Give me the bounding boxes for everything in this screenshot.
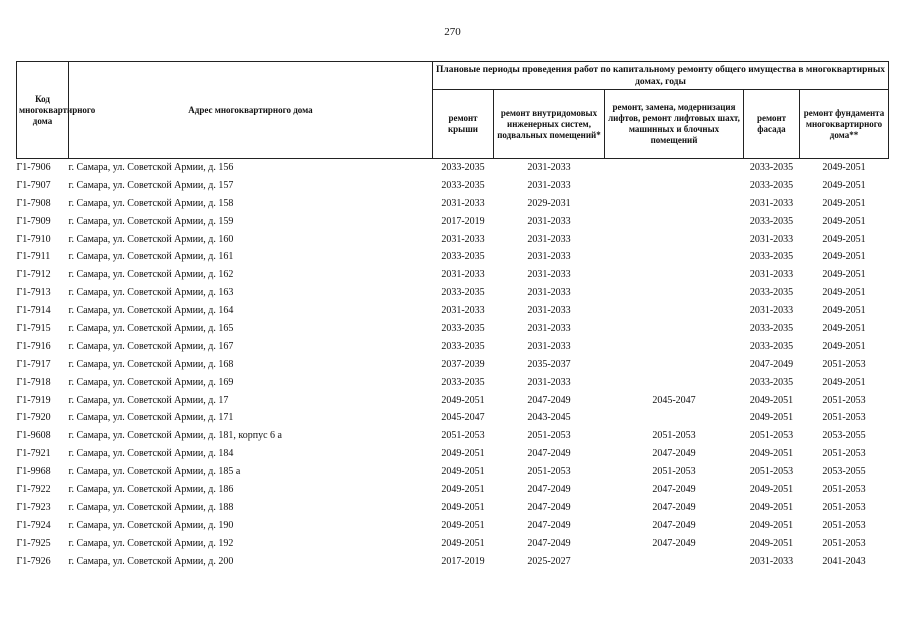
cell-systems-period: 2031-2033 [527, 340, 571, 352]
cell-foundation-period: 2049-2051 [822, 376, 866, 388]
table-row [17, 266, 889, 284]
cell-roof-period: 2033-2035 [441, 340, 485, 352]
table-row [17, 302, 889, 320]
header-lifts: ремонт, замена, модернизация лифтов, ремонт лифтовых шахт, машинных и блочных помещений [605, 90, 744, 159]
cell-foundation-period: 2051-2053 [822, 448, 866, 460]
cell-facade-period: 2049-2051 [749, 448, 794, 460]
cell-roof-period: 2033-2035 [441, 322, 485, 334]
cell-facade-period: 2049-2051 [749, 394, 794, 406]
table-row [17, 195, 889, 213]
cell-code: Г1-7917 [16, 358, 51, 370]
cell-address: г. Самара, ул. Советской Армии, д. 190 [68, 519, 234, 531]
cell-roof-period: 2049-2051 [441, 394, 485, 406]
cell-address: г. Самара, ул. Советской Армии, д. 192 [68, 537, 234, 549]
cell-roof-period: 2031-2033 [441, 305, 485, 317]
cell-systems-period: 2031-2033 [527, 322, 571, 334]
cell-address: г. Самара, ул. Советской Армии, д. 167 [68, 340, 234, 352]
cell-lifts-period [605, 195, 744, 213]
cell-code: Г1-7923 [16, 501, 51, 513]
cell-code: Г1-9608 [16, 430, 51, 442]
cell-systems-period: 2025-2027 [527, 555, 571, 567]
cell-facade-period: 2031-2033 [749, 233, 794, 245]
cell-facade-period: 2049-2051 [749, 412, 794, 424]
cell-code: Г1-7918 [16, 376, 51, 388]
cell-roof-period: 2031-2033 [441, 197, 485, 209]
cell-address: г. Самара, ул. Советской Армии, д. 165 [68, 322, 234, 334]
table-body [17, 159, 889, 571]
header-facade: ремонт фасада [744, 90, 800, 159]
cell-address: г. Самара, ул. Советской Армии, д. 186 [68, 483, 234, 495]
table-row [17, 481, 889, 499]
cell-foundation-period: 2051-2053 [822, 358, 866, 370]
cell-facade-period: 2051-2053 [749, 430, 794, 442]
cell-address: г. Самара, ул. Советской Армии, д. 160 [68, 233, 234, 245]
cell-facade-period: 2049-2051 [749, 483, 794, 495]
cell-facade-period: 2033-2035 [749, 215, 794, 227]
cell-foundation-period: 2049-2051 [822, 322, 866, 334]
cell-code: Г1-7920 [16, 412, 51, 424]
cell-lifts-period [605, 177, 744, 195]
cell-roof-period: 2017-2019 [441, 215, 485, 227]
cell-code: Г1-7925 [16, 537, 51, 549]
cell-facade-period: 2031-2033 [749, 269, 794, 281]
cell-address: г. Самара, ул. Советской Армии, д. 200 [68, 555, 234, 567]
cell-lifts-period [605, 248, 744, 266]
cell-address: г. Самара, ул. Советской Армии, д. 163 [68, 287, 234, 299]
cell-foundation-period: 2051-2053 [822, 537, 866, 549]
cell-foundation-period: 2049-2051 [822, 197, 866, 209]
cell-lifts-period: 2051-2053 [652, 466, 696, 478]
cell-foundation-period: 2049-2051 [822, 287, 866, 299]
cell-address: г. Самара, ул. Советской Армии, д. 158 [68, 197, 234, 209]
cell-address: г. Самара, ул. Советской Армии, д. 157 [68, 179, 234, 191]
cell-facade-period: 2033-2035 [749, 376, 794, 388]
cell-code: Г1-7924 [16, 519, 51, 531]
table-row [17, 463, 889, 481]
cell-foundation-period: 2051-2053 [822, 483, 866, 495]
table-row [17, 392, 889, 410]
capital-repair-schedule-table [16, 61, 889, 570]
cell-facade-period: 2033-2035 [749, 179, 794, 191]
cell-lifts-period [605, 231, 744, 249]
cell-facade-period: 2049-2051 [749, 537, 794, 549]
cell-address: г. Самара, ул. Советской Армии, д. 181, корпус 6 а [68, 430, 282, 442]
cell-systems-period: 2047-2049 [527, 448, 571, 460]
table-row [17, 499, 889, 517]
table-row [17, 231, 889, 249]
cell-roof-period: 2049-2051 [441, 448, 485, 460]
cell-foundation-period: 2051-2053 [822, 394, 866, 406]
cell-facade-period: 2049-2051 [749, 519, 794, 531]
cell-foundation-period: 2051-2053 [822, 412, 866, 424]
cell-address: г. Самара, ул. Советской Армии, д. 188 [68, 501, 234, 513]
cell-systems-period: 2051-2053 [527, 430, 571, 442]
cell-systems-period: 2031-2033 [527, 376, 571, 388]
cell-lifts-period: 2047-2049 [652, 519, 696, 531]
cell-systems-period: 2031-2033 [527, 305, 571, 317]
cell-facade-period: 2031-2033 [749, 555, 794, 567]
cell-address: г. Самара, ул. Советской Армии, д. 161 [68, 251, 234, 263]
table-row [17, 445, 889, 463]
cell-code: Г1-7916 [16, 340, 51, 352]
cell-systems-period: 2047-2049 [527, 537, 571, 549]
cell-roof-period: 2049-2051 [441, 483, 485, 495]
cell-code: Г1-7909 [16, 215, 51, 227]
cell-address: г. Самара, ул. Советской Армии, д. 184 [68, 448, 234, 460]
cell-foundation-period: 2049-2051 [822, 215, 866, 227]
cell-lifts-period [605, 356, 744, 374]
table-header [17, 62, 889, 159]
cell-address: г. Самара, ул. Советской Армии, д. 171 [68, 412, 234, 424]
cell-facade-period: 2033-2035 [749, 251, 794, 263]
cell-roof-period: 2037-2039 [441, 358, 485, 370]
cell-foundation-period: 2049-2051 [822, 161, 866, 173]
cell-roof-period: 2033-2035 [441, 179, 485, 191]
cell-roof-period: 2049-2051 [441, 466, 485, 478]
cell-lifts-period [605, 409, 744, 427]
table-row [17, 177, 889, 195]
cell-code: Г1-7912 [16, 269, 51, 281]
cell-address: г. Самара, ул. Советской Армии, д. 164 [68, 305, 234, 317]
cell-foundation-period: 2049-2051 [822, 251, 866, 263]
cell-lifts-period [605, 213, 744, 231]
cell-lifts-period: 2047-2049 [652, 448, 696, 460]
table-row [17, 374, 889, 392]
page-number: 270 [444, 26, 461, 38]
cell-lifts-period [605, 266, 744, 284]
cell-systems-period: 2047-2049 [527, 501, 571, 513]
cell-code: Г1-7910 [16, 233, 51, 245]
cell-code: Г1-7915 [16, 322, 51, 334]
cell-lifts-period: 2051-2053 [652, 430, 696, 442]
cell-code: Г1-7911 [16, 251, 51, 263]
cell-lifts-period [605, 159, 744, 177]
cell-foundation-period: 2049-2051 [822, 269, 866, 281]
cell-address: г. Самара, ул. Советской Армии, д. 156 [68, 161, 234, 173]
cell-systems-period: 2043-2045 [527, 412, 571, 424]
cell-facade-period: 2049-2051 [749, 501, 794, 513]
cell-foundation-period: 2051-2053 [822, 501, 866, 513]
cell-systems-period: 2047-2049 [527, 519, 571, 531]
cell-roof-period: 2049-2051 [441, 537, 485, 549]
cell-address: г. Самара, ул. Советской Армии, д. 185 а [68, 466, 241, 478]
cell-address: г. Самара, ул. Советской Армии, д. 168 [68, 358, 234, 370]
table-row [17, 553, 889, 571]
table-row [17, 427, 889, 445]
cell-address: г. Самара, ул. Советской Армии, д. 159 [68, 215, 234, 227]
cell-facade-period: 2031-2033 [749, 305, 794, 317]
cell-code: Г1-7906 [16, 161, 51, 173]
cell-systems-period: 2029-2031 [527, 197, 571, 209]
cell-systems-period: 2047-2049 [527, 394, 571, 406]
cell-lifts-period [605, 338, 744, 356]
cell-systems-period: 2035-2037 [527, 358, 571, 370]
cell-roof-period: 2033-2035 [441, 251, 485, 263]
cell-address: г. Самара, ул. Советской Армии, д. 162 [68, 269, 234, 281]
header-roof: ремонт крыши [433, 90, 494, 159]
header-code: Код многоквартирного дома [17, 62, 69, 159]
cell-systems-period: 2031-2033 [527, 215, 571, 227]
cell-systems-period: 2047-2049 [527, 483, 571, 495]
cell-lifts-period [605, 553, 744, 571]
cell-lifts-period [605, 374, 744, 392]
table-row [17, 356, 889, 374]
cell-facade-period: 2033-2035 [749, 161, 794, 173]
cell-code: Г1-7922 [16, 483, 51, 495]
cell-roof-period: 2017-2019 [441, 555, 485, 567]
table-row [17, 213, 889, 231]
cell-foundation-period: 2049-2051 [822, 305, 866, 317]
cell-code: Г1-9968 [16, 466, 51, 478]
cell-roof-period: 2051-2053 [441, 430, 485, 442]
cell-lifts-period [605, 302, 744, 320]
cell-roof-period: 2033-2035 [441, 376, 485, 388]
cell-systems-period: 2031-2033 [527, 161, 571, 173]
cell-code: Г1-7907 [16, 179, 51, 191]
cell-foundation-period: 2049-2051 [822, 233, 866, 245]
cell-lifts-period: 2047-2049 [652, 501, 696, 513]
cell-roof-period: 2033-2035 [441, 161, 485, 173]
cell-lifts-period: 2047-2049 [652, 483, 696, 495]
cell-systems-period: 2031-2033 [527, 269, 571, 281]
table-row [17, 409, 889, 427]
header-address: Адрес многоквартирного дома [69, 62, 433, 159]
cell-facade-period: 2033-2035 [749, 322, 794, 334]
header-periods-group: Плановые периоды проведения работ по капитальному ремонту общего имущества в многоквартирных домах, годы [433, 62, 889, 90]
cell-facade-period: 2033-2035 [749, 340, 794, 352]
table-row [17, 320, 889, 338]
cell-code: Г1-7913 [16, 287, 51, 299]
cell-foundation-period: 2041-2043 [822, 555, 866, 567]
cell-facade-period: 2033-2035 [749, 287, 794, 299]
table-row [17, 535, 889, 553]
cell-systems-period: 2051-2053 [527, 466, 571, 478]
cell-foundation-period: 2053-2055 [822, 430, 866, 442]
header-foundation: ремонт фундамента многоквартирного дома** [800, 90, 889, 159]
cell-address: г. Самара, ул. Советской Армии, д. 17 [68, 394, 229, 406]
cell-lifts-period [605, 320, 744, 338]
cell-systems-period: 2031-2033 [527, 251, 571, 263]
cell-foundation-period: 2053-2055 [822, 466, 866, 478]
cell-foundation-period: 2049-2051 [822, 179, 866, 191]
cell-code: Г1-7919 [16, 394, 51, 406]
cell-code: Г1-7921 [16, 448, 51, 460]
cell-address: г. Самара, ул. Советской Армии, д. 169 [68, 376, 234, 388]
cell-code: Г1-7908 [16, 197, 51, 209]
cell-foundation-period: 2051-2053 [822, 519, 866, 531]
cell-code: Г1-7914 [16, 305, 51, 317]
cell-systems-period: 2031-2033 [527, 287, 571, 299]
cell-lifts-period [605, 284, 744, 302]
cell-facade-period: 2047-2049 [749, 358, 794, 370]
table-row [17, 338, 889, 356]
table-row [17, 284, 889, 302]
cell-foundation-period: 2049-2051 [822, 340, 866, 352]
cell-facade-period: 2031-2033 [749, 197, 794, 209]
cell-roof-period: 2049-2051 [441, 501, 485, 513]
cell-roof-period: 2033-2035 [441, 287, 485, 299]
cell-roof-period: 2049-2051 [441, 519, 485, 531]
cell-roof-period: 2045-2047 [441, 412, 485, 424]
cell-roof-period: 2031-2033 [441, 233, 485, 245]
cell-systems-period: 2031-2033 [527, 179, 571, 191]
table-row [17, 159, 889, 177]
table-row [17, 517, 889, 535]
cell-code: Г1-7926 [16, 555, 51, 567]
cell-roof-period: 2031-2033 [441, 269, 485, 281]
cell-lifts-period: 2045-2047 [652, 394, 696, 406]
cell-lifts-period: 2047-2049 [652, 537, 696, 549]
cell-facade-period: 2051-2053 [749, 466, 794, 478]
header-systems: ремонт внутридомовых инженерных систем, подвальных помещений* [494, 90, 605, 159]
cell-systems-period: 2031-2033 [527, 233, 571, 245]
table-row [17, 248, 889, 266]
